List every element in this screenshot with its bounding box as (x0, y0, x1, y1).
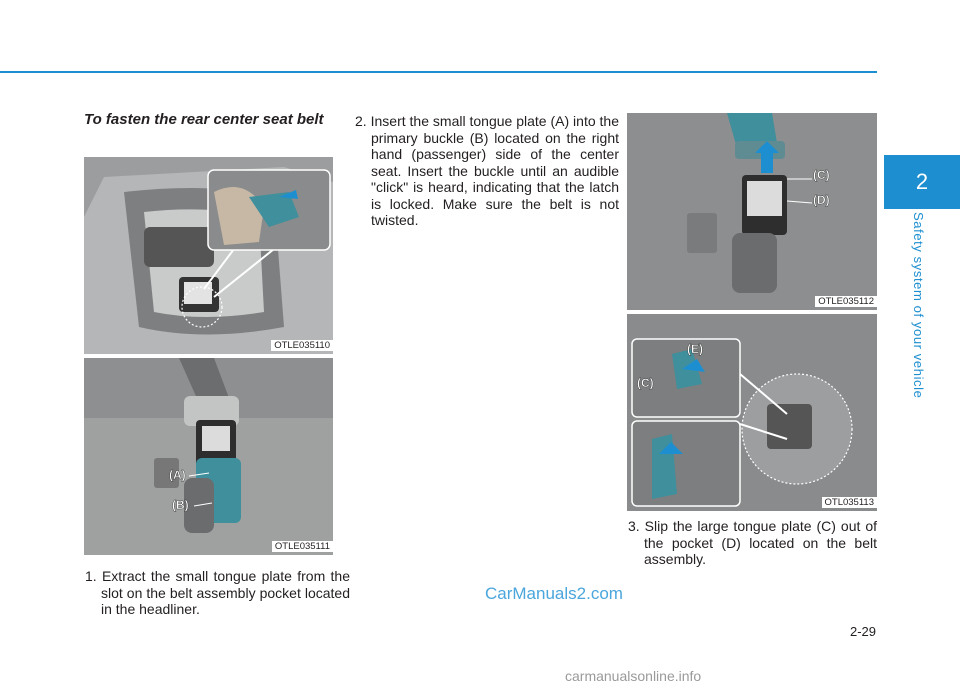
buckle-ab-illustration (84, 358, 333, 555)
step-text: Extract the small tongue plate from the slot on the belt assembly pocket located in the headliner. (101, 568, 350, 617)
figure-code: OTL035113 (822, 497, 877, 508)
figure-code: OTLE035111 (272, 541, 333, 552)
figure-headliner-pocket (84, 157, 333, 354)
step-3 (628, 518, 877, 568)
step-1 (85, 568, 350, 618)
figure-tongue-ec (627, 314, 877, 511)
footer-watermark: carmanualsonline.info (565, 668, 702, 684)
tongue-cd-illustration (627, 113, 877, 310)
chapter-tab (884, 155, 960, 209)
step-number: 1. (85, 568, 97, 584)
callout-e: (E) (687, 342, 703, 356)
figure-buckle-ab (84, 358, 333, 555)
callout-c2: (C) (637, 376, 654, 390)
headliner-illustration (84, 157, 333, 354)
step-text: Insert the small tongue plate (A) into the primary buckle (B) located on the right hand (passenger) side of the center seat. Insert the buckle until an audible "click" is heard, indicating that the latch is locked. Make sure the belt is not twisted. (370, 113, 620, 228)
step-number: 3. (628, 518, 640, 534)
chapter-number: 2 (915, 169, 929, 194)
callout-b: (B) (172, 498, 189, 512)
header-rule (0, 71, 877, 73)
callout-c: (C) (813, 168, 830, 182)
figure-code: OTLE035110 (271, 340, 333, 351)
page-number: 2-29 (849, 624, 876, 639)
figure-code: OTLE035112 (815, 296, 877, 307)
callout-d: (D) (813, 193, 830, 207)
figure-tongue-cd (627, 113, 877, 310)
watermark-link[interactable]: CarManuals2.com (485, 584, 623, 603)
step-2 (355, 113, 619, 229)
step-text: Slip the large tongue plate (C) out of the pocket (D) located on the belt assembly. (644, 518, 877, 567)
tongue-ec-illustration (627, 314, 877, 511)
chapter-title: Safety system of your vehicle (911, 212, 926, 399)
callout-a: (A) (169, 468, 186, 482)
section-heading: To fasten the rear center seat belt (84, 111, 324, 128)
step-number: 2. (355, 113, 367, 129)
